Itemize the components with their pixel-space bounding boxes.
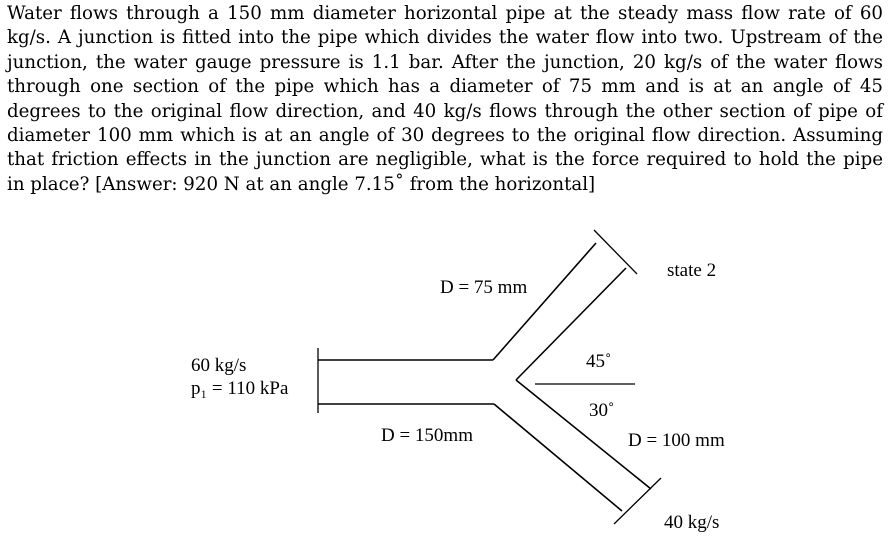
upper-outlet-section-line <box>594 230 637 274</box>
state-2-label: state 2 <box>667 260 717 281</box>
lower-flow-label: 40 kg/s <box>664 512 720 533</box>
inlet-flow-label: 60 kg/s <box>191 355 247 376</box>
lower-diameter-label: D = 100 mm <box>628 430 725 451</box>
upper-branch-outer-wall <box>493 243 596 360</box>
lower-outlet-section-line <box>614 478 661 524</box>
upper-angle-label: 45˚ <box>586 351 612 372</box>
upper-diameter-label: D = 75 mm <box>440 277 528 298</box>
problem-text: Water flows through a 150 mm diameter horizontal pipe at the steady mass flow rate of 60 kg/s. A junction is fitted into the pipe which divides the water flow into two. Upstream of the junction, the water gauge pressure is 1.1 bar. After the junction, 20 kg/s of the water flows through one section of the pipe which has a diameter of 75 mm and is at an angle of 45 degrees to the original flow direction, and 40 kg/s flows through the other section of pipe of diameter 100 mm which is at an angle of 30 degrees to the original flow direction. Assuming that friction effects in the junction are negligible, what is the force required to hold the pipe in place? [Answer: 920 N at an angle 7.15˚ from the horizontal] <box>7 3 883 195</box>
lower-angle-label: 30˚ <box>589 400 615 421</box>
inlet-pressure-label: p₁ = 110 kPa <box>191 378 289 399</box>
main-diameter-label: D = 150mm <box>381 425 473 446</box>
